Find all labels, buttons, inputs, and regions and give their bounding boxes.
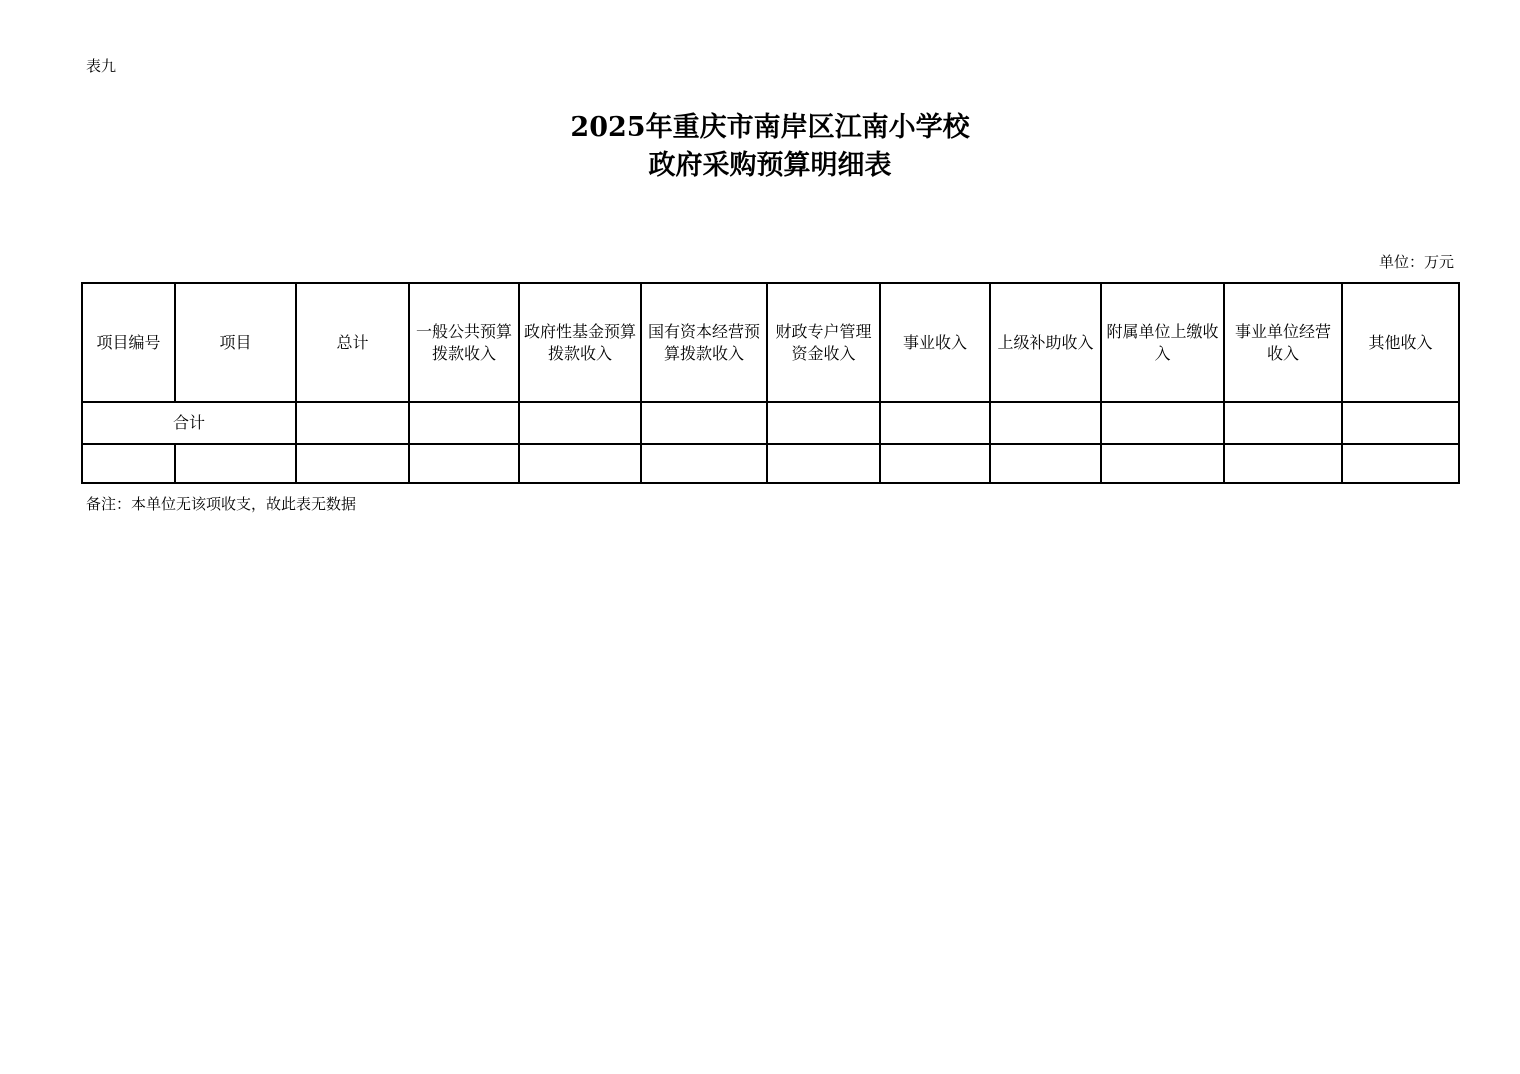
table-header-row (82, 283, 1459, 402)
header-project-code: 项目编号 (82, 283, 175, 402)
table-cell (519, 444, 641, 483)
table-cell (409, 444, 519, 483)
table-cell (82, 444, 175, 483)
header-superior-subsidy: 上级补助收入 (990, 283, 1101, 402)
table-cell (880, 402, 990, 444)
table-cell (175, 444, 296, 483)
table-cell (1342, 444, 1459, 483)
header-total: 总计 (296, 283, 409, 402)
table-cell (296, 444, 409, 483)
table-cell (409, 402, 519, 444)
total-label-cell: 合计 (82, 402, 296, 444)
header-general-public-budget: 一般公共预算拨款收入 (409, 283, 519, 402)
table-cell (767, 402, 880, 444)
table-cell (767, 444, 880, 483)
table-cell (1224, 444, 1342, 483)
table-cell (1101, 402, 1224, 444)
table-cell (519, 402, 641, 444)
header-business-income: 事业收入 (880, 283, 990, 402)
table-cell (641, 402, 767, 444)
table-row (82, 444, 1459, 483)
table-cell (296, 402, 409, 444)
footnote: 备注：本单位无该项收支，故此表无数据 (86, 495, 357, 513)
table-cell (990, 402, 1101, 444)
header-subsidiary-payment: 附属单位上缴收入 (1101, 283, 1224, 402)
header-other-income: 其他收入 (1342, 283, 1459, 402)
page-title-line1: 2025年重庆市南岸区江南小学校 (570, 112, 970, 143)
table-cell (1342, 402, 1459, 444)
header-state-capital-budget: 国有资本经营预算拨款收入 (641, 283, 767, 402)
table-cell (880, 444, 990, 483)
header-fiscal-special-account: 财政专户管理资金收入 (767, 283, 880, 402)
unit-label: 单位：万元 (1378, 253, 1454, 271)
table-cell (990, 444, 1101, 483)
procurement-budget-table (81, 282, 1460, 484)
table-cell (641, 444, 767, 483)
header-government-fund-budget: 政府性基金预算拨款收入 (519, 283, 641, 402)
table-cell (1101, 444, 1224, 483)
header-operating-income: 事业单位经营收入 (1224, 283, 1342, 402)
form-number: 表九 (86, 57, 117, 75)
header-project: 项目 (175, 283, 296, 402)
table-cell (1224, 402, 1342, 444)
table-row-total (82, 402, 1459, 444)
page-title-line2: 政府采购预算明细表 (648, 150, 892, 181)
